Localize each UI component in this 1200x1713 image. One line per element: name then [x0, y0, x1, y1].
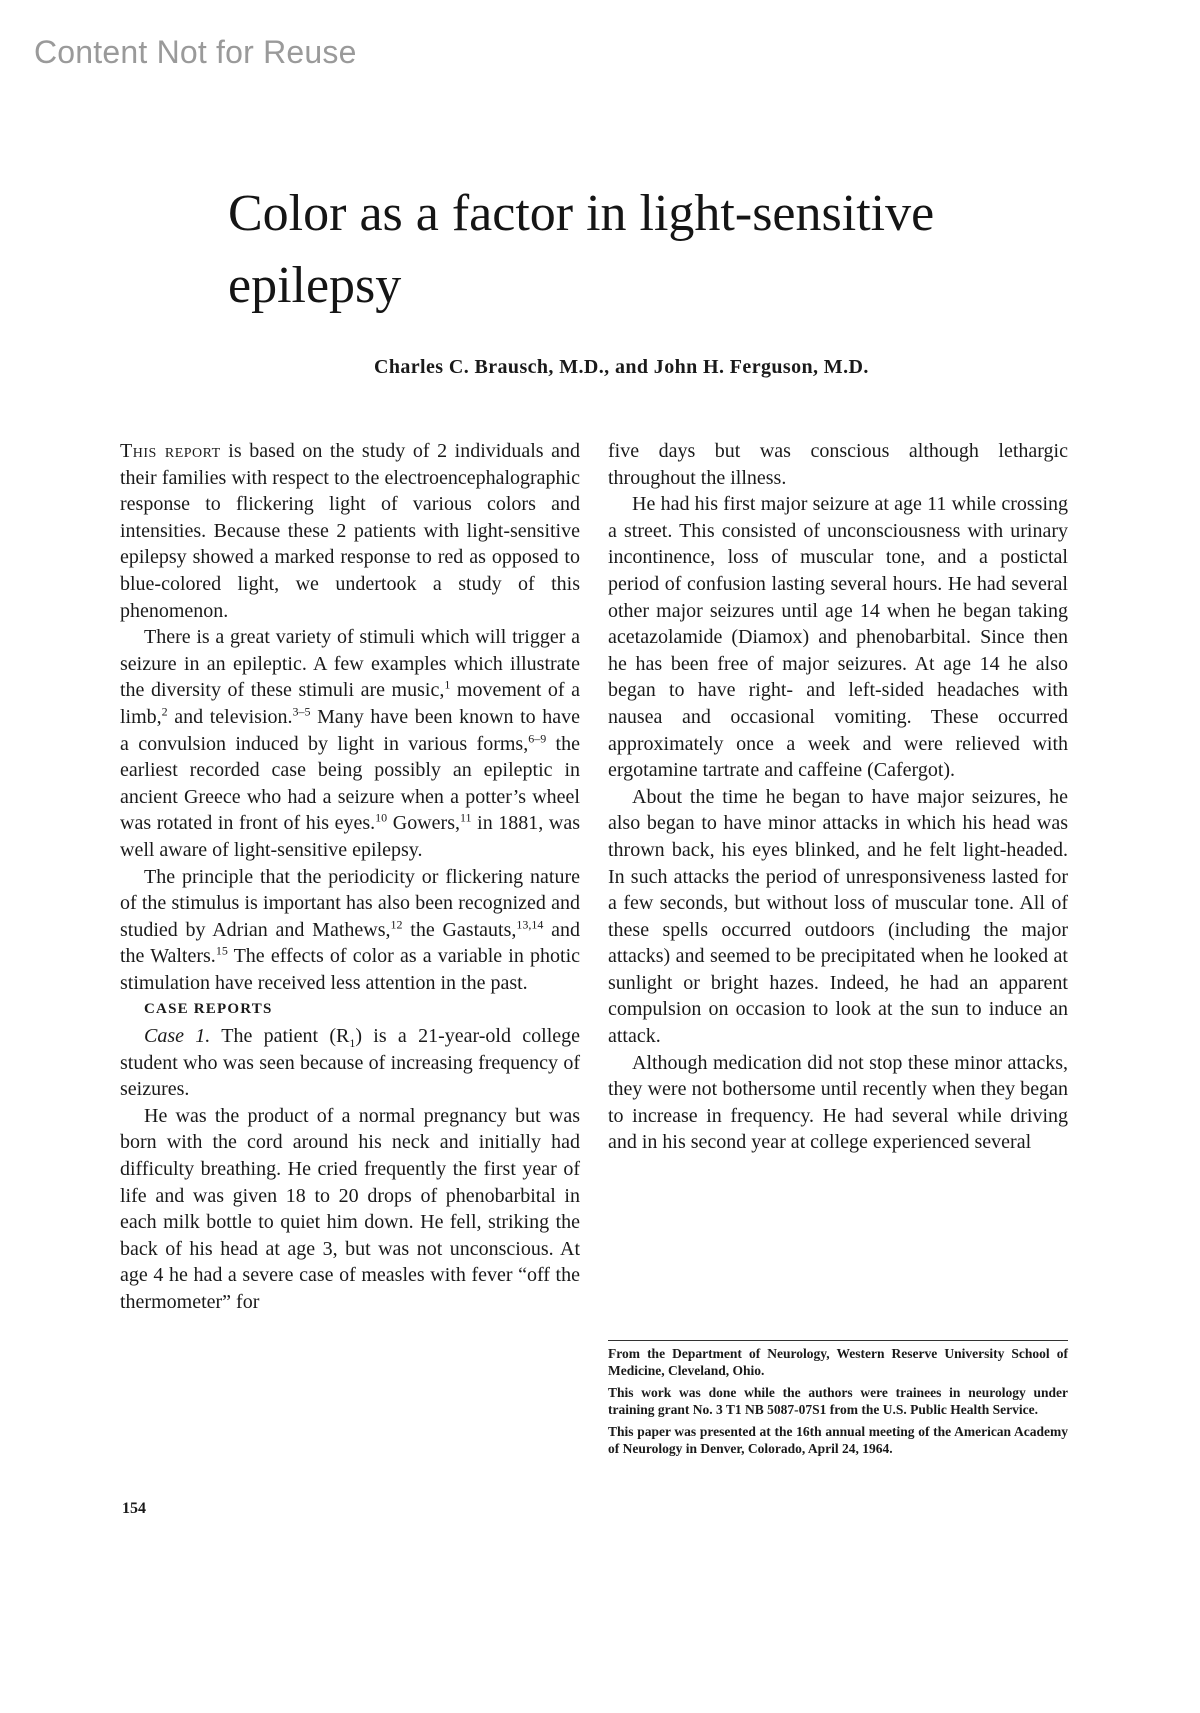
text-run: The principle that the periodicity or flickering nature of the stimulus is important has also been recognized and studied by Adrian and Mathews,	[120, 865, 580, 941]
text-run: Many have been known to have a convulsion induced by light in various forms,	[120, 705, 581, 755]
paragraph-intro	[120, 438, 580, 624]
watermark: Content Not for Reuse	[34, 34, 357, 70]
footnote-affiliation: From the Department of Neurology, Western Reserve University School of Medicine, Cleveland, Ohio.	[608, 1346, 1068, 1378]
reference-marker: 11	[459, 810, 472, 825]
text-run: and television.	[167, 705, 293, 728]
article-authors: Charles C. Brausch, M.D., and John H. Ferguson, M.D.	[374, 356, 869, 378]
paragraph-continuation: five days but was conscious although lethargic throughout the illness.	[608, 440, 1068, 489]
text-run: movement of a limb,	[120, 679, 580, 728]
text-run: and the Walters.	[120, 918, 581, 968]
reference-marker: 2	[161, 704, 168, 719]
footnotes	[608, 1346, 1068, 1463]
footnote-divider	[608, 1340, 1068, 1341]
reference-marker: 6–9	[528, 730, 547, 745]
reference-marker: 13,14	[516, 917, 544, 932]
reference-marker: 1	[444, 677, 451, 692]
text-run: The effects of color as a variable in photic stimulation have received less attention in the past.	[120, 945, 580, 994]
left-column	[120, 438, 580, 1316]
intro-text: is based on the study of 2 individuals and their families with respect to the electroencephalographic response to flickering light of various colors and intensities. Because these 2 patients with light-sensitive epilepsy showed a marked response to red as opposed to blue-colored light, we undertook a study of this phenomenon.	[120, 440, 580, 622]
right-column	[608, 438, 1068, 1156]
paragraph-case-1	[120, 1023, 580, 1103]
footnote-presentation: This paper was presented at the 16th annual meeting of the American Academy of Neurology in Denver, Colorado, April 24, 1964.	[608, 1424, 1068, 1456]
text-run: There is a great variety of stimuli which will trigger a seizure in an epileptic. A few examples which illustrate the diversity of these stimuli are music,	[120, 626, 580, 702]
lead-in: This report	[120, 440, 221, 462]
text-run: Gowers,	[387, 812, 460, 835]
reference-marker: 15	[215, 943, 228, 958]
case-label: Case 1.	[144, 1025, 211, 1048]
text-run: ) is a 21-year-old college student who was seen because of increasing frequency of seizures.	[120, 1025, 581, 1101]
reference-marker: 3–5	[292, 704, 311, 719]
subscript: 1	[349, 1036, 356, 1051]
text-run: the earliest recorded case being possibly an epileptic in ancient Greece who had a seizure when a potter’s wheel was rotated in front of his eyes.	[120, 732, 580, 835]
text-run: The patient (R	[210, 1025, 350, 1048]
paragraph-medication: Although medication did not stop these minor attacks, they were not bothersome until recently when they began to increase in frequency. He had several while driving and in his second year at college experienced several	[608, 1051, 1068, 1154]
section-heading: CASE REPORTS	[144, 1001, 273, 1018]
text-run: the Gastauts,	[402, 918, 517, 941]
paragraph-minor-attacks: About the time he began to have major seizures, he also began to have minor attacks in which his head was thrown back, his eyes blinked, and he felt light-headed. In such attacks the period of unresponsiveness lasted for a few seconds, but without loss of muscular tone. All of these spells occurred outdoors (including the major attacks) and seemed to be precipitated when he looked at sunlight or bright hazes. Indeed, he had an apparent compulsion on occasion to look at the sun to induce an attack.	[608, 785, 1068, 1048]
paragraph-periodicity	[120, 864, 580, 997]
paragraph-stimuli	[120, 624, 580, 863]
paragraph-major-seizure: He had his first major seizure at age 11 while crossing a street. This consisted of unconsciousness with urinary incontinence, loss of muscular tone, and a postictal period of confusion lasting several hours. He had several other major seizures until age 14 when he began taking acetazolamide (Diamox) and phenobarbital. Since then he has been free of major seizures. At age 14 he also began to have right- and left-sided headaches with nausea and occasional vomiting. These occurred approximately once a week and were relieved with ergotamine tartrate and caffeine (Cafergot).	[608, 493, 1068, 782]
page-number: 154	[122, 1500, 146, 1517]
footnote-funding: This work was done while the authors were trainees in neurology under training grant No. 3 T1 NB 5087-07S1 from the U.S. Public Health Service.	[608, 1385, 1068, 1417]
text-run: in 1881, was well aware of light-sensitive epilepsy.	[120, 812, 580, 861]
article-title: Color as a factor in light-sensitive epilepsy	[228, 185, 935, 314]
reference-marker: 10	[375, 810, 388, 825]
reference-marker: 12	[390, 917, 403, 932]
paragraph-history: He was the product of a normal pregnancy but was born with the cord around his neck and initially had difficulty breathing. He cried frequently the first year of life and was given 18 to 20 drops of phenobarbital in each milk bottle to quiet him down. He fell, striking the back of his head at age 3, but was not unconscious. At age 4 he had a severe case of measles with fever “off the thermometer” for	[120, 1104, 580, 1313]
